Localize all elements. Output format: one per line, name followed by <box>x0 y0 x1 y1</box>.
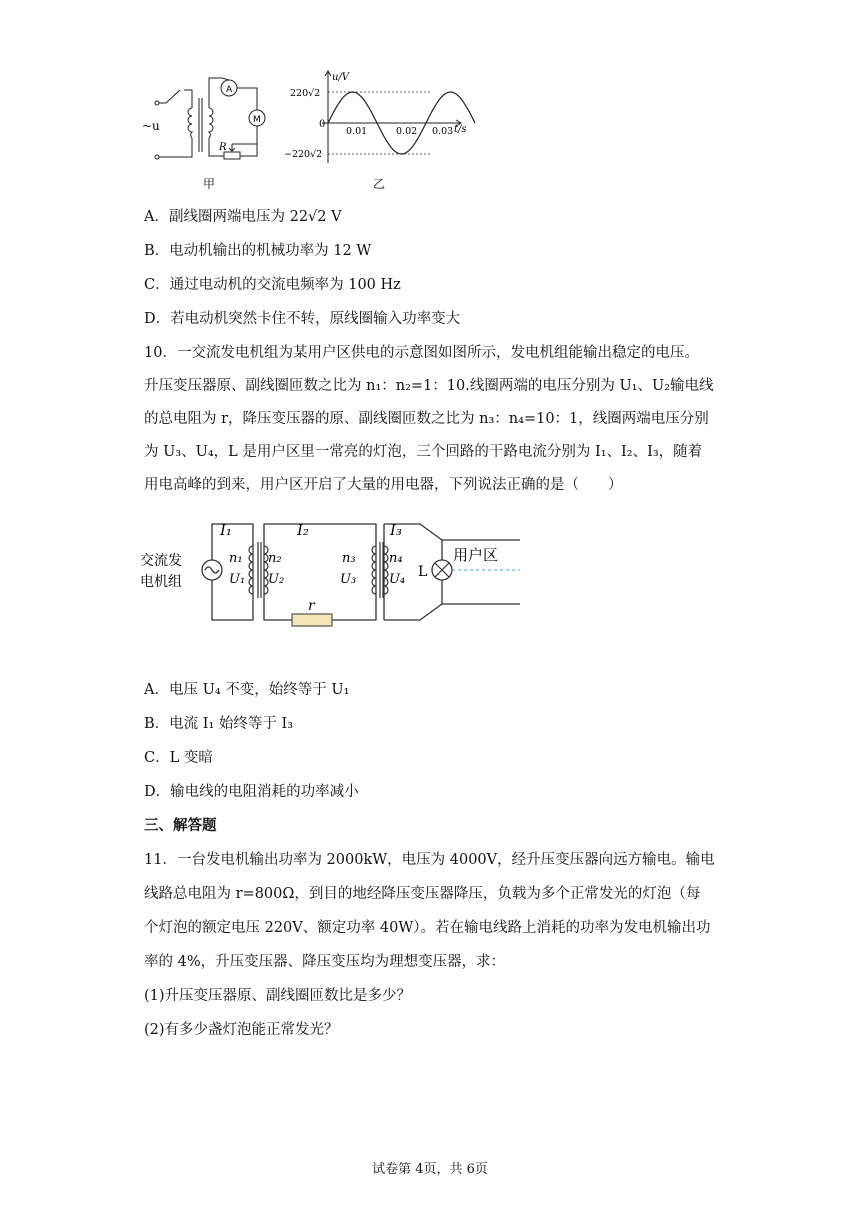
voltage-u4: U₄ <box>389 572 406 587</box>
x-axis-label: t/s <box>454 124 467 135</box>
q9-option-c: C．通过电动机的交流电频率为 100 Hz <box>144 277 401 293</box>
circuit-figure-jia <box>140 70 280 170</box>
q10-stem-line-1: 10．一交流发电机组为某用户区供电的示意图如图所示，发电机组能输出稳定的电压。 <box>144 345 699 361</box>
q10-stem-line-4: 为 U₃、U₄，L 是用户区里一常亮的灯泡，三个回路的干路电流分别为 I₁、I₂、I₃，随着 <box>144 444 703 460</box>
current-i1: I₁ <box>220 521 232 539</box>
resistor-r-label: r <box>308 598 315 614</box>
source-label: ~u <box>142 119 160 133</box>
q10-option-a: A．电压 U₄ 不变，始终等于 U₁ <box>144 682 350 698</box>
q10-option-b: B．电流 I₁ 始终等于 I₃ <box>144 716 294 732</box>
current-i2: I₂ <box>297 521 309 539</box>
voltage-u3: U₃ <box>340 572 357 587</box>
figure-caption-yi: 乙 <box>373 177 386 191</box>
section-heading: 三、解答题 <box>144 817 217 834</box>
user-area-label: 用户区 <box>453 546 499 564</box>
coil-n1: n₁ <box>229 551 243 566</box>
q9-option-a: A．副线圈两端电压为 22√2 V <box>144 209 342 225</box>
q10-stem-line-5: 用电高峰的到来，用户区开启了大量的用电器，下列说法正确的是（ ） <box>144 477 623 493</box>
motor-label: M <box>253 115 261 125</box>
figure-caption-jia: 甲 <box>203 177 216 191</box>
q10-option-c: C．L 变暗 <box>144 750 213 766</box>
voltage-u2: U₂ <box>268 572 285 587</box>
current-i3: I₃ <box>390 521 402 539</box>
ytick-negative: −220√2 <box>284 149 323 160</box>
q10-stem-line-2: 升压变压器原、副线圈匝数之比为 n₁：n₂=1：10.线圈两端的电压分别为 U₁、U₂输电线 <box>144 378 714 394</box>
origin-label: 0 <box>319 119 326 130</box>
power-transmission-diagram <box>140 510 525 638</box>
q9-option-b: B．电动机输出的机械功率为 12 W <box>144 243 372 259</box>
waveform-figure-yi <box>282 68 502 168</box>
q9-option-d: D．若电动机突然卡住不转，原线圈输入功率变大 <box>144 311 461 327</box>
y-axis-label: u/V <box>332 72 350 83</box>
q11-stem-line-4: 率的 4%，升压变压器、降压变压均为理想变压器，求： <box>144 954 506 970</box>
coil-n3: n₃ <box>342 551 356 566</box>
resistor-label: R <box>219 142 227 153</box>
q11-sub-2: (2)有多少盏灯泡能正常发光？ <box>144 1022 339 1038</box>
ammeter-label: A <box>226 85 233 95</box>
ytick-positive: 220√2 <box>290 88 321 99</box>
coil-n4: n₄ <box>389 551 403 566</box>
q10-option-d: D．输电线的电阻消耗的功率减小 <box>144 784 359 800</box>
xtick-2: 0.02 <box>396 126 418 137</box>
voltage-u1: U₁ <box>229 572 246 587</box>
generator-label-line2: 电机组 <box>140 574 182 590</box>
q11-stem-line-1: 11．一台发电机输出功率为 2000kW，电压为 4000V，经升压变压器向远方输电。输电 <box>144 852 715 868</box>
lamp-label: L <box>418 564 428 580</box>
q11-sub-1: (1)升压变压器原、副线圈匝数比是多少？ <box>144 988 412 1004</box>
page-footer: 试卷第 4页，共 6页 <box>372 1162 488 1177</box>
q10-stem-line-3: 的总电阻为 r，降压变压器的原、副线圈匝数之比为 n₃：n₄=10：1，线圈两端电压分别 <box>144 411 709 427</box>
q11-stem-line-2: 线路总电阻为 r=800Ω，到目的地经降压变压器降压，负载为多个正常发光的灯泡（每 <box>144 886 701 902</box>
xtick-3: 0.03 <box>432 126 454 137</box>
coil-n2: n₂ <box>268 551 282 566</box>
generator-label-line1: 交流发 <box>140 553 182 569</box>
xtick-1: 0.01 <box>346 126 368 137</box>
q11-stem-line-3: 个灯泡的额定电压 220V、额定功率 40W）。若在输电线路上消耗的功率为发电机输出功 <box>144 920 711 936</box>
